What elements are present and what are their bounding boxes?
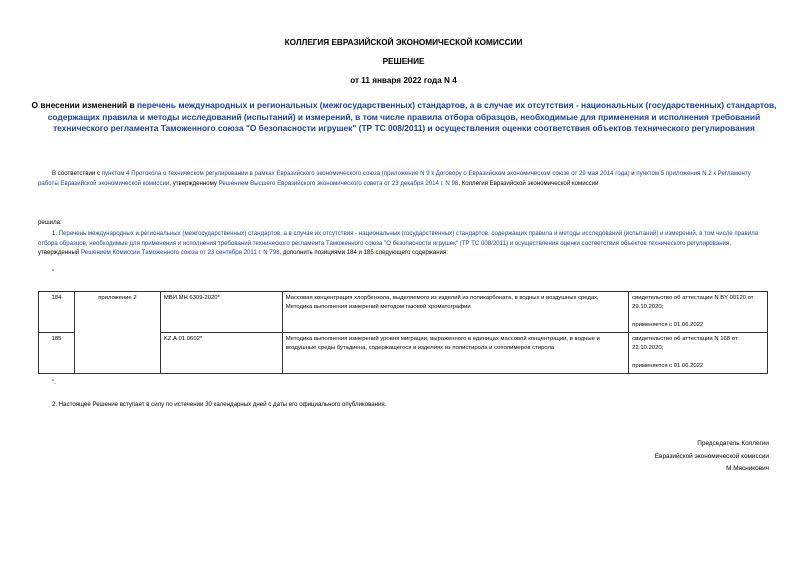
org-heading: КОЛЛЕГИЯ ЕВРАЗИЙСКОЙ ЭКОНОМИЧЕСКОЙ КОМИССИИ (284, 38, 523, 47)
council-decision-link[interactable]: Решением Высшего Евразийского экономического совета от 23 декабря 2014 г. N 98 (218, 179, 459, 187)
method-code: МВИ.МН 6309-2020* (160, 292, 282, 333)
preamble-text-3: , утвержденному (169, 179, 219, 187)
title-prefix: О внесении изменений в (31, 100, 137, 110)
commission-decision-link[interactable]: Решением Комиссии Таможенного союза от 23 сентября 2011 г. N 798 (81, 249, 280, 256)
certificate-text: свидетельство об аттестации N BY 00120 от 29.10.2020; (632, 295, 754, 310)
regulation-link[interactable]: пунктом 5 приложения N 2 к Регламенту работы Евразийской экономической комиссии (38, 170, 751, 187)
certificate-cell (629, 292, 768, 333)
title-link[interactable]: перечень международных и региональных (межгосударственных) стандартов, а в случае их отсутствия - национальных (государственных) стандартов, содержащих правила и методы исследований (испытаний) и измерений, в том числе правила отбора образцов, необходимые для применения и исполнения требований технического регламента Таможенного союза "О безопасности игрушек" (ТР ТС 008/2011) и осуществления оценки соответствия объектов технического регулирования (47, 100, 777, 133)
preamble-text-2: и (629, 170, 637, 177)
method-code: KZ.A.01.0602* (160, 333, 282, 374)
item-1-text-2: , утвержденный (38, 239, 732, 256)
standards-list-link[interactable]: Перечень международных и региональных (межгосударственных) стандартов, а в случае их отсутствия - национальных (государственных) стандартов, содержащих правила и методы исследований (испытаний) и измерений, в том числе правила отбора образцов, необходимые для применения и исполнения требований технического регламента Таможенного союза "О безопасности игрушек" (ТР ТС 008/2011) и осуществления оценки соответствия объектов технического регулирования (38, 230, 759, 247)
preamble-text-1: В соответствии с (52, 170, 102, 177)
preamble-paragraph (38, 169, 770, 188)
row-number: 184 (39, 292, 75, 333)
signature-position: Председатель Коллегии (697, 440, 769, 447)
item-1-text-3: , дополнить позициями 184 и 185 следующего содержания: (279, 249, 448, 256)
method-description: Методика выполнения измерений уровня миграции, выраженного в единицах массовой концентрации, в водные и воздушные среды бутадиена, содержащегося в изделиях из полистирола и сополимеров стирола (282, 333, 628, 374)
item-2-paragraph: 2. Настоящее Решение вступает в силу по истечении 30 календарных дней с даты его официального опубликования. (52, 401, 387, 408)
doc-type-heading: РЕШЕНИЕ (382, 57, 425, 66)
certificate-cell (629, 333, 768, 374)
document-title (28, 100, 780, 135)
signature-name: М.Мясникович (726, 465, 769, 472)
signature-organization: Евразийской экономической комиссии (654, 452, 769, 460)
applied-from-text: применяется с 01.06.2022 (632, 322, 704, 328)
row-number: 185 (39, 333, 75, 374)
resolved-label: решила: (38, 219, 62, 226)
item-1-text-1: 1. (52, 230, 59, 237)
appendix-cell: приложение 2 (74, 292, 160, 374)
applied-from-text: применяется с 01.06.2022 (632, 363, 704, 369)
certificate-text: свидетельство об аттестации N 168 от 22.10.2020; (632, 336, 738, 351)
protocol-link[interactable]: пунктом 4 Протокола о техническом регулировании в рамках Евразийского экономического союза (приложение N 9 к Договору о Евразийском экономическом союзе от 29 мая 2014 года) (101, 170, 630, 177)
preamble-text-4: , Коллегия Евразийской экономической комиссии (458, 179, 599, 187)
table-row (39, 292, 768, 333)
standards-table (38, 291, 768, 374)
date-line: от 11 января 2022 года N 4 (350, 76, 457, 85)
open-quote: " (52, 269, 55, 276)
method-description: Массовая концентрация хлорбензола, выделяемого из изделий из поликарбоната, в водных и воздушных средах. Методика выполнения измерений методом газовой хроматографии (282, 292, 628, 333)
signature-block (655, 438, 769, 476)
item-1-paragraph (38, 229, 770, 258)
close-quote: ". (52, 379, 56, 386)
